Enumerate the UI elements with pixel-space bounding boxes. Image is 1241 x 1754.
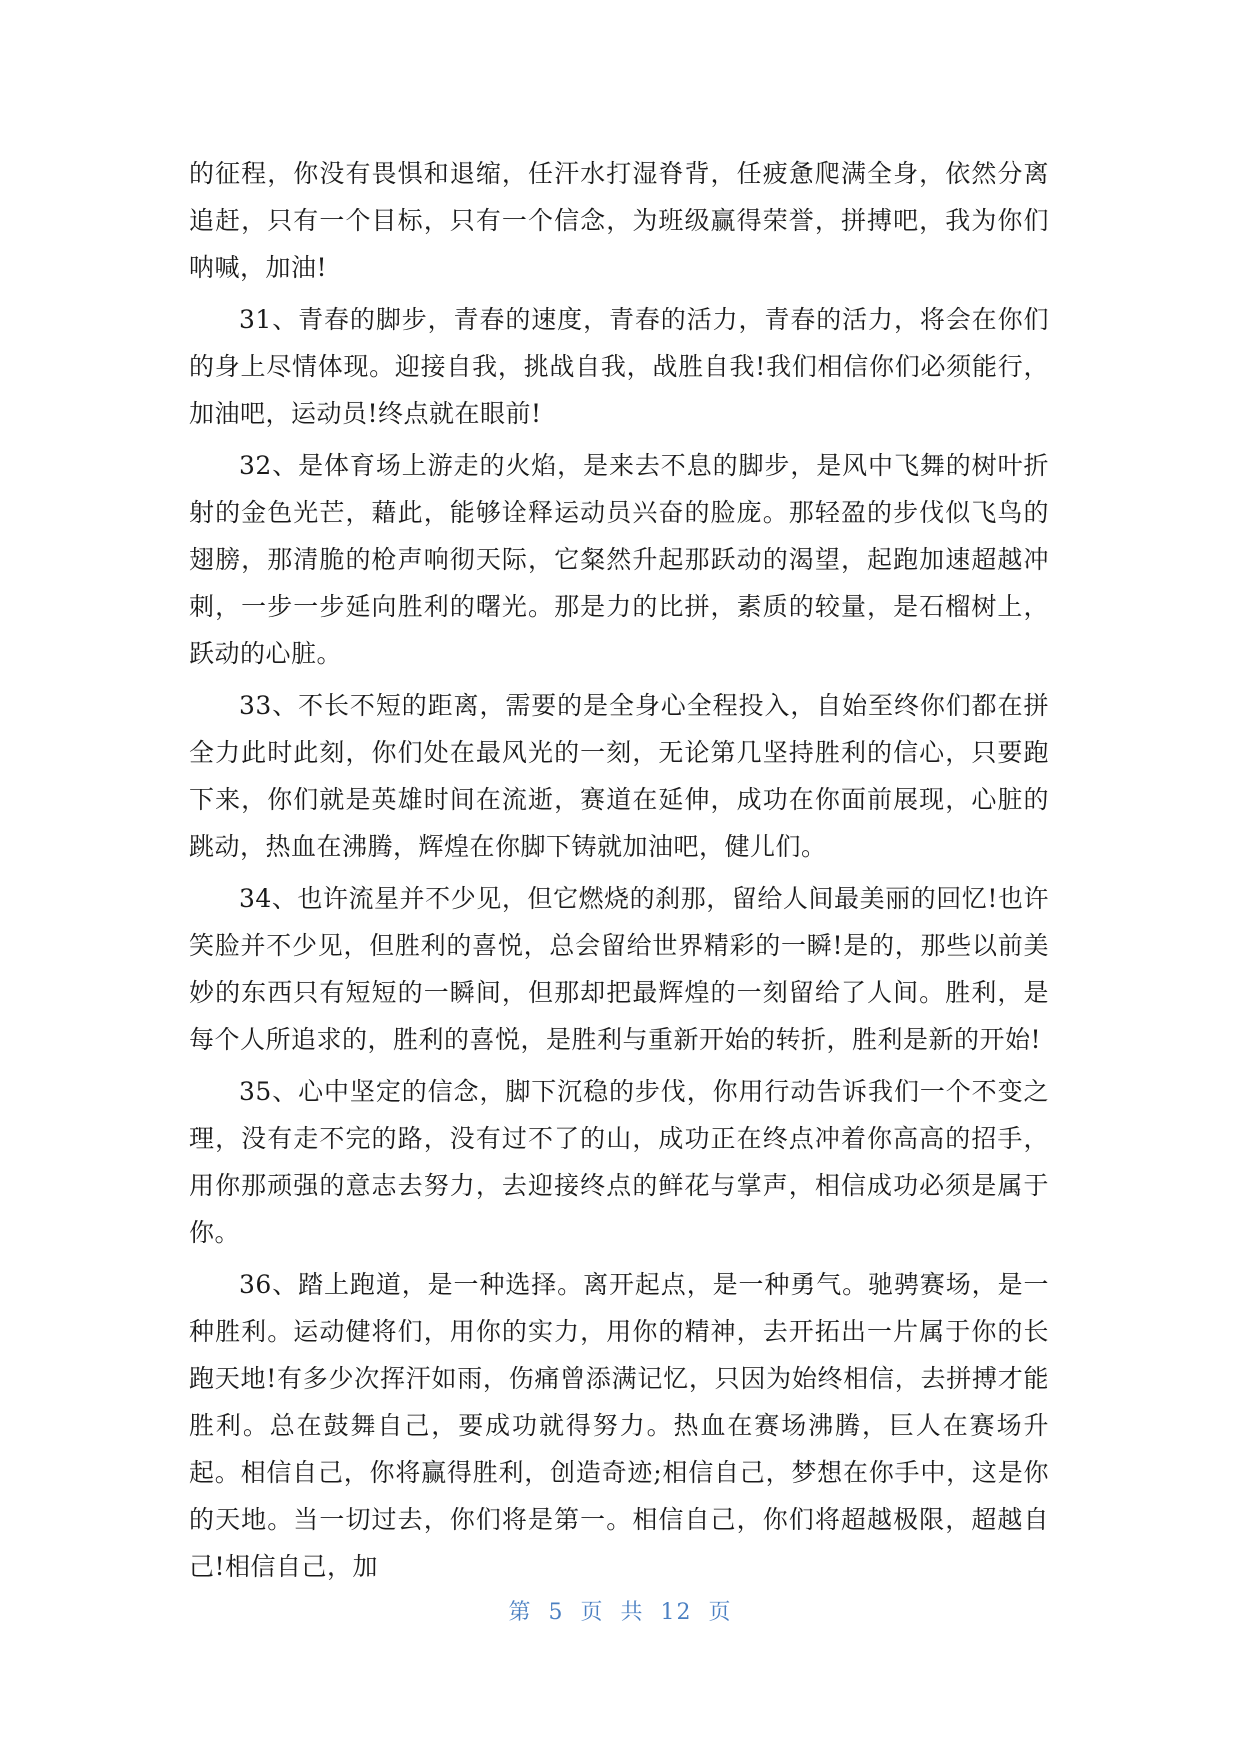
footer-di: 第	[508, 1600, 533, 1625]
page-number-footer	[0, 1595, 1241, 1626]
footer-ye-end: 页	[708, 1600, 733, 1625]
paragraph-continuation: 的征程，你没有畏惧和退缩，任汗水打湿脊背，任疲惫爬满全身，依然分离追赶，只有一个目标，只有一个信念，为班级赢得荣誉，拼搏吧，我为你们呐喊，加油!	[189, 159, 1049, 282]
body-text	[189, 150, 1049, 1595]
paragraph-33: 33、不长不短的距离，需要的是全身心全程投入，自始至终你们都在拼全力此时此刻，你们处在最风光的一刻，无论第几坚持胜利的信心，只要跑下来，你们就是英雄时间在流逝，赛道在延伸，成功在你面前展现，心脏的跳动，热血在沸腾，辉煌在你脚下铸就加油吧，健儿们。	[189, 691, 1049, 861]
paragraph-31: 31、青春的脚步，青春的速度，青春的活力，青春的活力，将会在你们的身上尽情体现。迎接自我，挑战自我，战胜自我!我们相信你们必须能行，加油吧，运动员!终点就在眼前!	[189, 305, 1049, 428]
paragraph-32: 32、是体育场上游走的火焰，是来去不息的脚步，是风中飞舞的树叶折射的金色光芒，藉此，能够诠释运动员兴奋的脸庞。那轻盈的步伐似飞鸟的翅膀，那清脆的枪声响彻天际，它粲然升起那跃动的渴望，起跑加速超越冲刺，一步一步延向胜利的曙光。那是力的比拼，素质的较量，是石榴树上，跃动的心脏。	[189, 451, 1049, 668]
paragraph-35: 35、心中坚定的信念，脚下沉稳的步伐，你用行动告诉我们一个不变之理，没有走不完的路，没有过不了的山，成功正在终点冲着你高高的招手，用你那顽强的意志去努力，去迎接终点的鲜花与掌声，相信成功必须是属于你。	[189, 1077, 1049, 1247]
footer-total-pages: 12	[660, 1600, 693, 1625]
footer-gong: 共	[620, 1600, 645, 1625]
paragraph-36: 36、踏上跑道，是一种选择。离开起点，是一种勇气。驰骋赛场，是一种胜利。运动健将们，用你的实力，用你的精神，去开拓出一片属于你的长跑天地!有多少次挥汗如雨，伤痛曾添满记忆，只因为始终相信，去拼搏才能胜利。总在鼓舞自己，要成功就得努力。热血在赛场沸腾，巨人在赛场升起。相信自己，你将赢得胜利，创造奇迹;相信自己，梦想在你手中，这是你的天地。当一切过去，你们将是第一。相信自己，你们将超越极限，超越自己!相信自己，加	[189, 1270, 1049, 1581]
footer-current-page: 5	[548, 1600, 565, 1625]
footer-ye: 页	[580, 1600, 605, 1625]
paragraph-34: 34、也许流星并不少见，但它燃烧的刹那，留给人间最美丽的回忆!也许笑脸并不少见，但胜利的喜悦，总会留给世界精彩的一瞬!是的，那些以前美妙的东西只有短短的一瞬间，但那却把最辉煌的一刻留给了人间。胜利，是每个人所追求的，胜利的喜悦，是胜利与重新开始的转折，胜利是新的开始!	[189, 884, 1049, 1054]
